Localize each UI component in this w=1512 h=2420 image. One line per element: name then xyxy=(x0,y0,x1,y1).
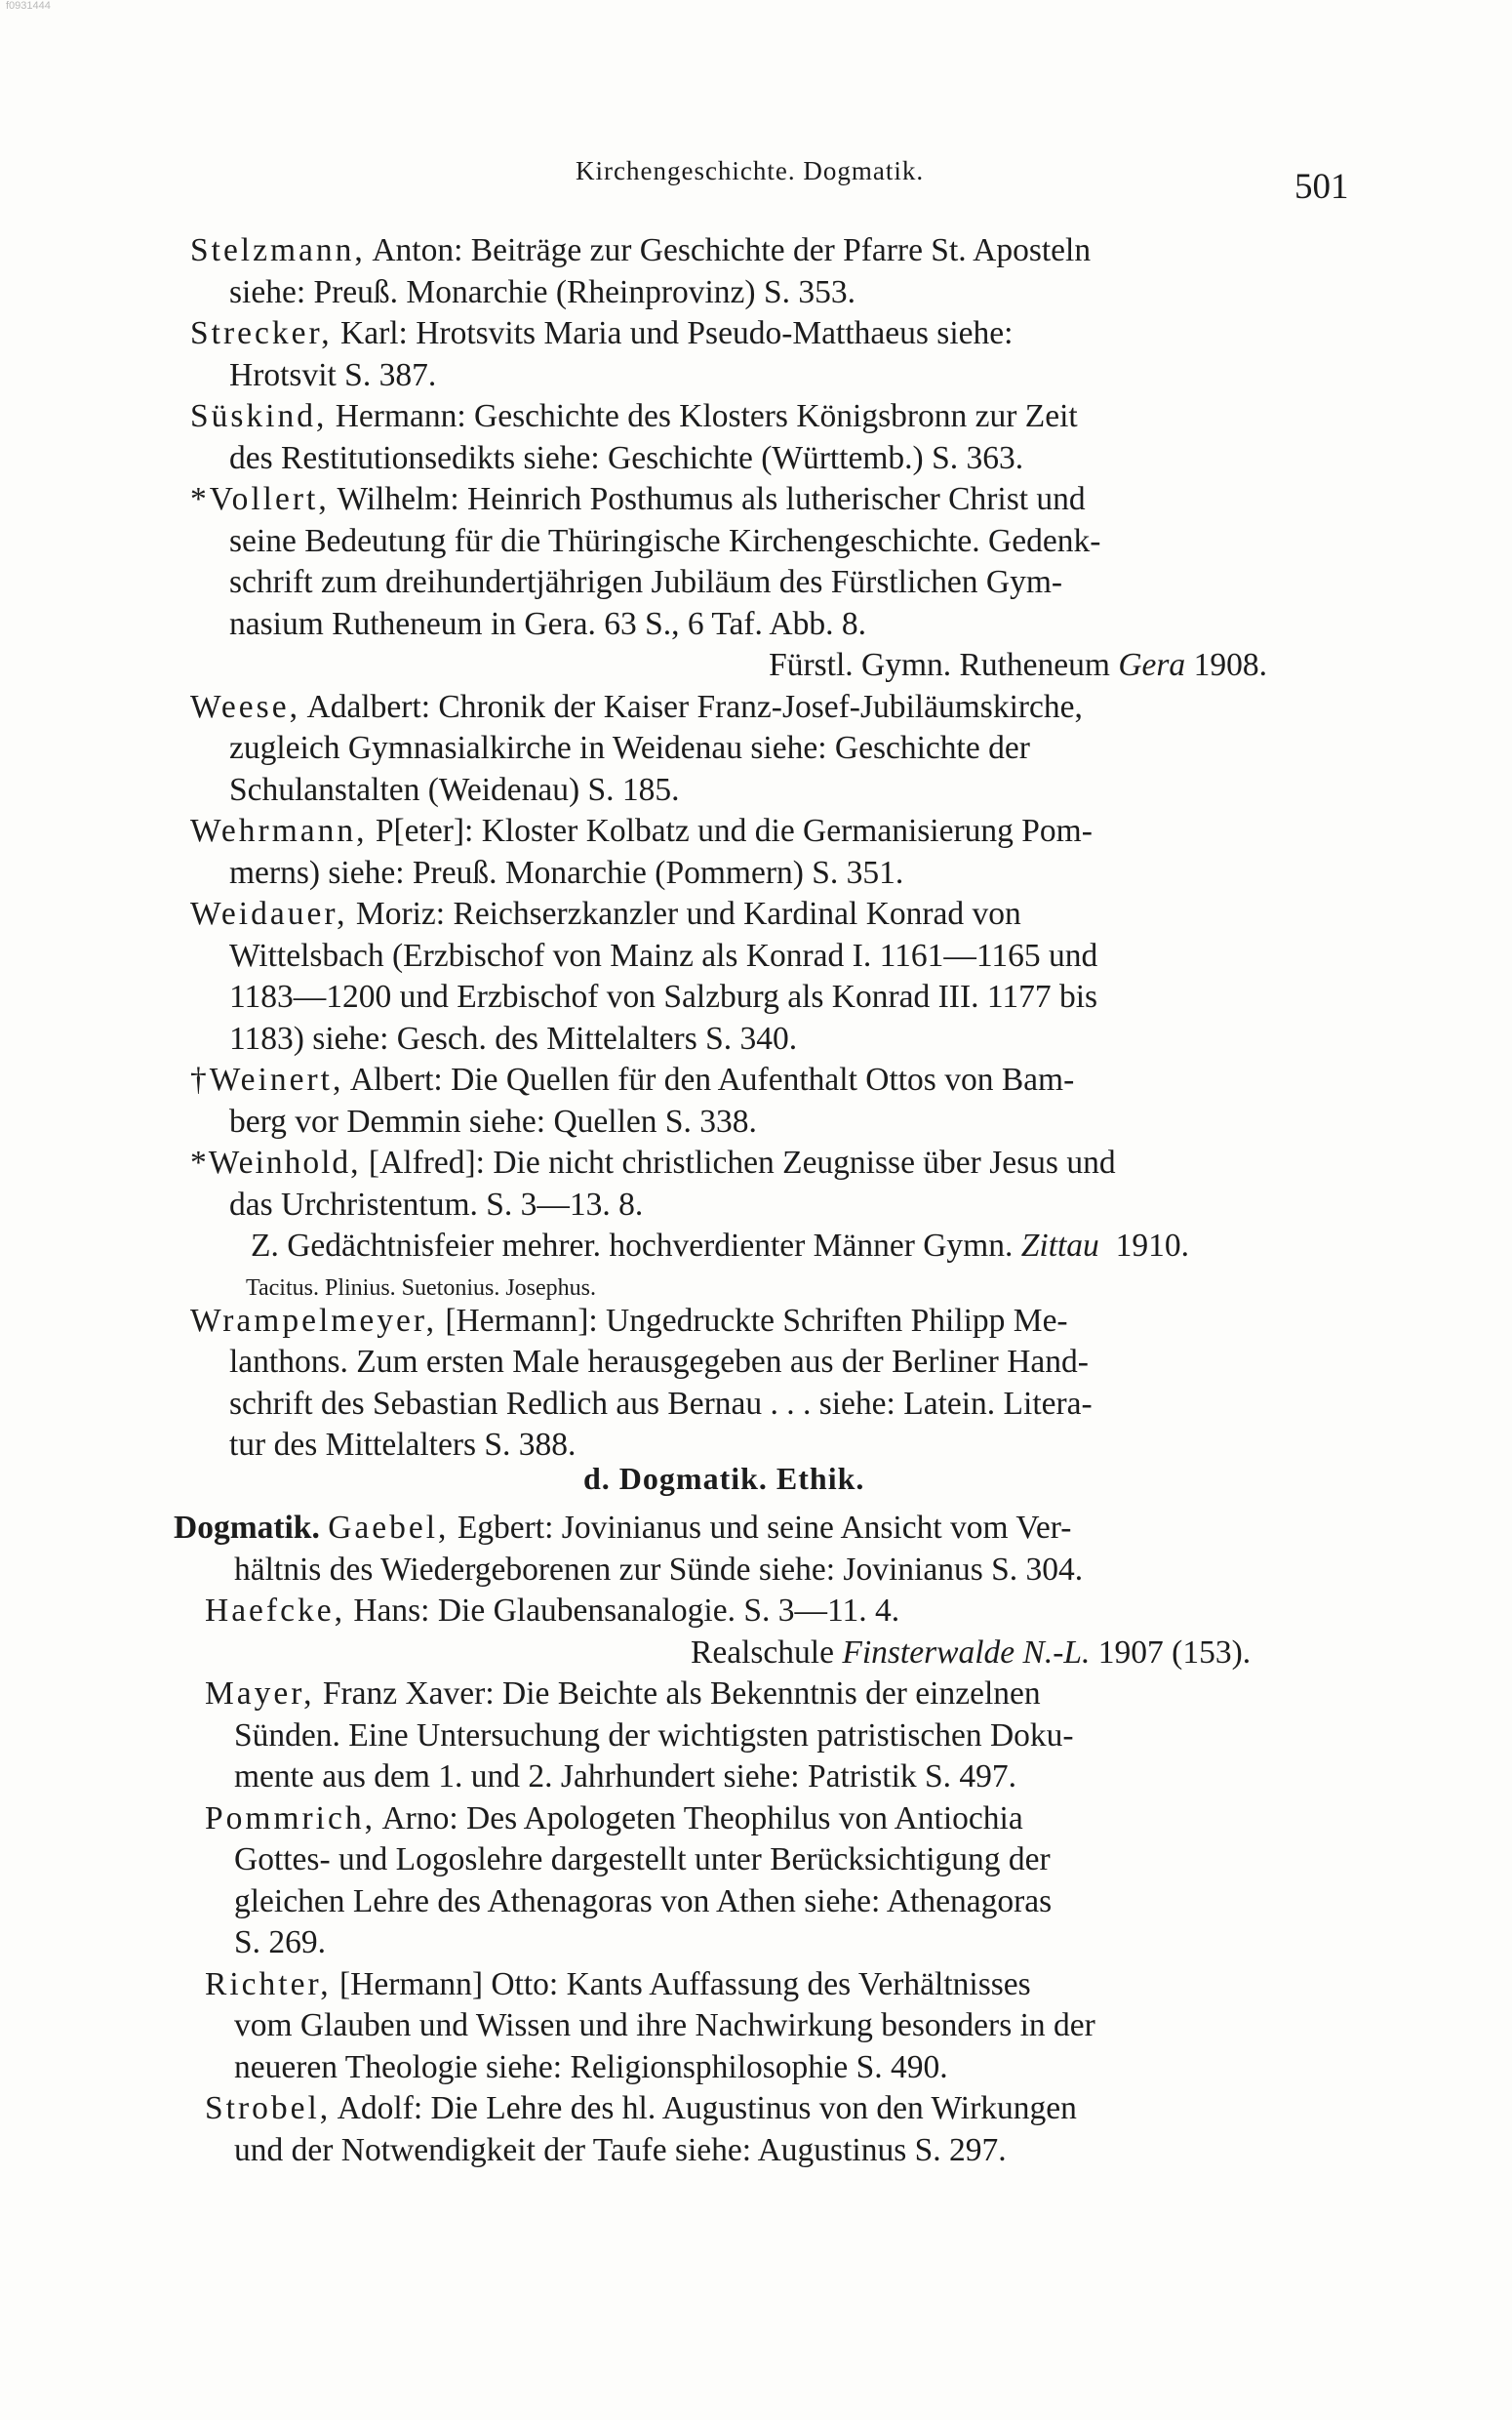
entry-text: Gottes- und Logoslehre dargestellt unter Berücksichtigung der xyxy=(234,1841,1051,1877)
publication-info xyxy=(190,645,1267,687)
entry-text: Egbert: Jovinianus und seine Ansicht vom Ver- xyxy=(449,1510,1072,1546)
entry-text: hältnis des Wiedergeborenen zur Sünde siehe: Jovinianus S. 304. xyxy=(234,1551,1084,1588)
entry-vollert xyxy=(190,479,1267,687)
entry-text: gleichen Lehre des Athenagoras von Athen siehe: Athenagoras xyxy=(234,1882,1053,1919)
bibliography-list-a xyxy=(190,230,1267,1467)
entry-text: schrift zum dreihundertjährigen Jubiläum des Fürstlichen Gym- xyxy=(229,564,1063,600)
pub-place: Zittau xyxy=(1020,1228,1099,1264)
author-name: Gaebel, xyxy=(328,1510,450,1546)
author-name: †Weinert, xyxy=(190,1062,344,1098)
entry-text: 1183—1200 und Erzbischof von Salzburg als Konrad III. 1177 bis xyxy=(229,979,1098,1015)
entry-text: nasium Rutheneum in Gera. 63 S., 6 Taf. Abb. 8. xyxy=(229,605,867,642)
entry-haefcke xyxy=(174,1591,1251,1674)
author-name: Strecker, xyxy=(190,315,333,351)
entry-text: tur des Mittelalters S. 388. xyxy=(229,1427,577,1463)
entry-text: des Restitutionsedikts siehe: Geschichte (Württemb.) S. 363. xyxy=(229,439,1024,476)
author-name: Stelzmann, xyxy=(190,232,366,268)
entry-weese xyxy=(190,687,1189,812)
publication-info xyxy=(190,1226,1189,1268)
publication-info xyxy=(174,1633,1251,1674)
entry-mayer xyxy=(174,1674,1251,1798)
entry-text: mente aus dem 1. und 2. Jahrhundert siehe: Patristik S. 497. xyxy=(234,1758,1017,1795)
entry-text: Albert: Die Quellen für den Aufenthalt Ottos von Bam- xyxy=(343,1062,1075,1098)
entry-text: vom Glauben und Wissen und ihre Nachwirkung besonders in der xyxy=(234,2007,1095,2043)
section-lead: Dogmatik. xyxy=(174,1510,320,1546)
entry-sueskind xyxy=(190,396,1189,479)
entry-text: neueren Theologie siehe: Religionsphilosophie S. 490. xyxy=(234,2048,948,2085)
subject-note: Tacitus. Plinius. Suetonius. Josephus. xyxy=(246,1274,597,1301)
author-name: Weese, xyxy=(190,688,300,725)
entry-text: P[eter]: Kloster Kolbatz und die Germanisierung Pom- xyxy=(367,813,1093,849)
running-header: Kirchengeschichte. Dogmatik. xyxy=(576,156,925,185)
entry-richter xyxy=(174,1964,1251,2089)
author-name: Pommrich, xyxy=(205,1799,376,1836)
entry-text: [Hermann] Otto: Kants Auffassung des Verhältnisses xyxy=(331,1965,1031,2002)
entry-text: Wittelsbach (Erzbischof von Mainz als Konrad I. 1161—1165 und xyxy=(229,937,1098,974)
entry-pommrich xyxy=(174,1798,1251,1964)
entry-stelzmann xyxy=(190,230,1189,313)
publisher: Realschule xyxy=(691,1634,834,1671)
author-name: Weidauer, xyxy=(190,896,348,932)
author-name: Süskind, xyxy=(190,398,328,434)
entry-text: das Urchristentum. S. 3—13. 8. xyxy=(229,1186,644,1223)
author-name: Wrampelmeyer, xyxy=(190,1302,438,1339)
pub-year: 1908. xyxy=(1193,647,1267,683)
author-name: Strobel, xyxy=(205,2090,332,2126)
entry-text: Arno: Des Apologeten Theophilus von Antiochia xyxy=(375,1799,1023,1836)
entry-text: S. 269. xyxy=(234,1924,327,1960)
entry-wrampelmeyer xyxy=(190,1301,1189,1467)
entry-text: Sünden. Eine Untersuchung der wichtigsten patristischen Doku- xyxy=(234,1716,1074,1754)
entry-text: Adolf: Die Lehre des hl. Augustinus von den Wirkungen xyxy=(331,2090,1077,2126)
entry-text: [Alfred]: Die nicht christlichen Zeugnisse über Jesus und xyxy=(360,1145,1116,1181)
publisher: Fürstl. Gymn. Rutheneum xyxy=(769,647,1110,683)
section-heading: d. Dogmatik. Ethik. xyxy=(583,1461,865,1496)
author-name: *Vollert, xyxy=(190,481,330,517)
entry-gaebel xyxy=(174,1508,1251,1591)
entry-text: siehe: Preuß. Monarchie (Rheinprovinz) S. 353. xyxy=(229,273,855,310)
pub-place: Gera xyxy=(1118,647,1186,683)
bibliography-list-b xyxy=(174,1508,1251,2171)
entry-text: seine Bedeutung für die Thüringische Kirchengeschichte. Gedenk- xyxy=(229,522,1101,559)
entry-text: Wilhelm: Heinrich Posthumus als lutherischer Christ und xyxy=(329,481,1086,517)
entry-text: Hrotsvit S. 387. xyxy=(229,356,437,393)
pub-year: 1910. xyxy=(1115,1228,1189,1264)
publisher: Z. Gedächtnisfeier mehrer. hochverdienter Männer Gymn. xyxy=(251,1228,1014,1264)
entry-wehrmann xyxy=(190,811,1189,894)
entry-text: zugleich Gymnasialkirche in Weidenau siehe: Geschichte der xyxy=(229,730,1030,766)
entry-text: berg vor Demmin siehe: Quellen S. 338. xyxy=(229,1103,757,1140)
entry-text: [Hermann]: Ungedruckte Schriften Philipp Me- xyxy=(437,1302,1068,1339)
entry-text: Hermann: Geschichte des Klosters Königsbronn zur Zeit xyxy=(327,398,1078,434)
entry-weidauer xyxy=(190,894,1189,1060)
entry-text: Schulanstalten (Weidenau) S. 185. xyxy=(229,771,680,808)
author-name: Haefcke, xyxy=(205,1593,345,1629)
pub-year: 1907 (153). xyxy=(1097,1634,1252,1671)
author-name: *Weinhold, xyxy=(190,1145,361,1181)
entry-text: schrift des Sebastian Redlich aus Bernau . . . siehe: Latein. Litera- xyxy=(229,1385,1093,1422)
entry-text: 1183) siehe: Gesch. des Mittelalters S. 340. xyxy=(229,1020,798,1057)
page-number: 501 xyxy=(1294,167,1349,207)
entry-text: lanthons. Zum ersten Male herausgegeben aus der Berliner Hand- xyxy=(229,1344,1089,1380)
author-name: Wehrmann, xyxy=(190,813,368,849)
entry-text: merns) siehe: Preuß. Monarchie (Pommern) S. 351. xyxy=(229,854,904,891)
entry-text: Anton: Beiträge zur Geschichte der Pfarre St. Aposteln xyxy=(365,232,1092,268)
entry-text: Karl: Hrotsvits Maria und Pseudo-Matthaeus siehe: xyxy=(332,315,1014,351)
library-stamp: f0931444 xyxy=(6,0,51,12)
entry-text: und der Notwendigkeit der Taufe siehe: Augustinus S. 297. xyxy=(234,2131,1007,2168)
entry-strobel xyxy=(174,2088,1251,2171)
pub-place: Finsterwalde N.-L. xyxy=(842,1634,1091,1671)
entry-text: Hans: Die Glaubensanalogie. S. 3—11. 4. xyxy=(344,1593,900,1629)
entry-text: Moriz: Reichserzkanzler und Kardinal Konrad von xyxy=(347,896,1021,932)
author-name: Mayer, xyxy=(205,1675,315,1712)
entry-weinert xyxy=(190,1060,1189,1143)
entry-strecker xyxy=(190,313,1189,396)
entry-text: Adalbert: Chronik der Kaiser Franz-Josef-Jubiläumskirche, xyxy=(299,688,1083,725)
entry-text: Franz Xaver: Die Beichte als Bekenntnis der einzelnen xyxy=(314,1675,1041,1712)
entry-weinhold xyxy=(190,1143,1189,1301)
author-name: Richter, xyxy=(205,1965,332,2002)
